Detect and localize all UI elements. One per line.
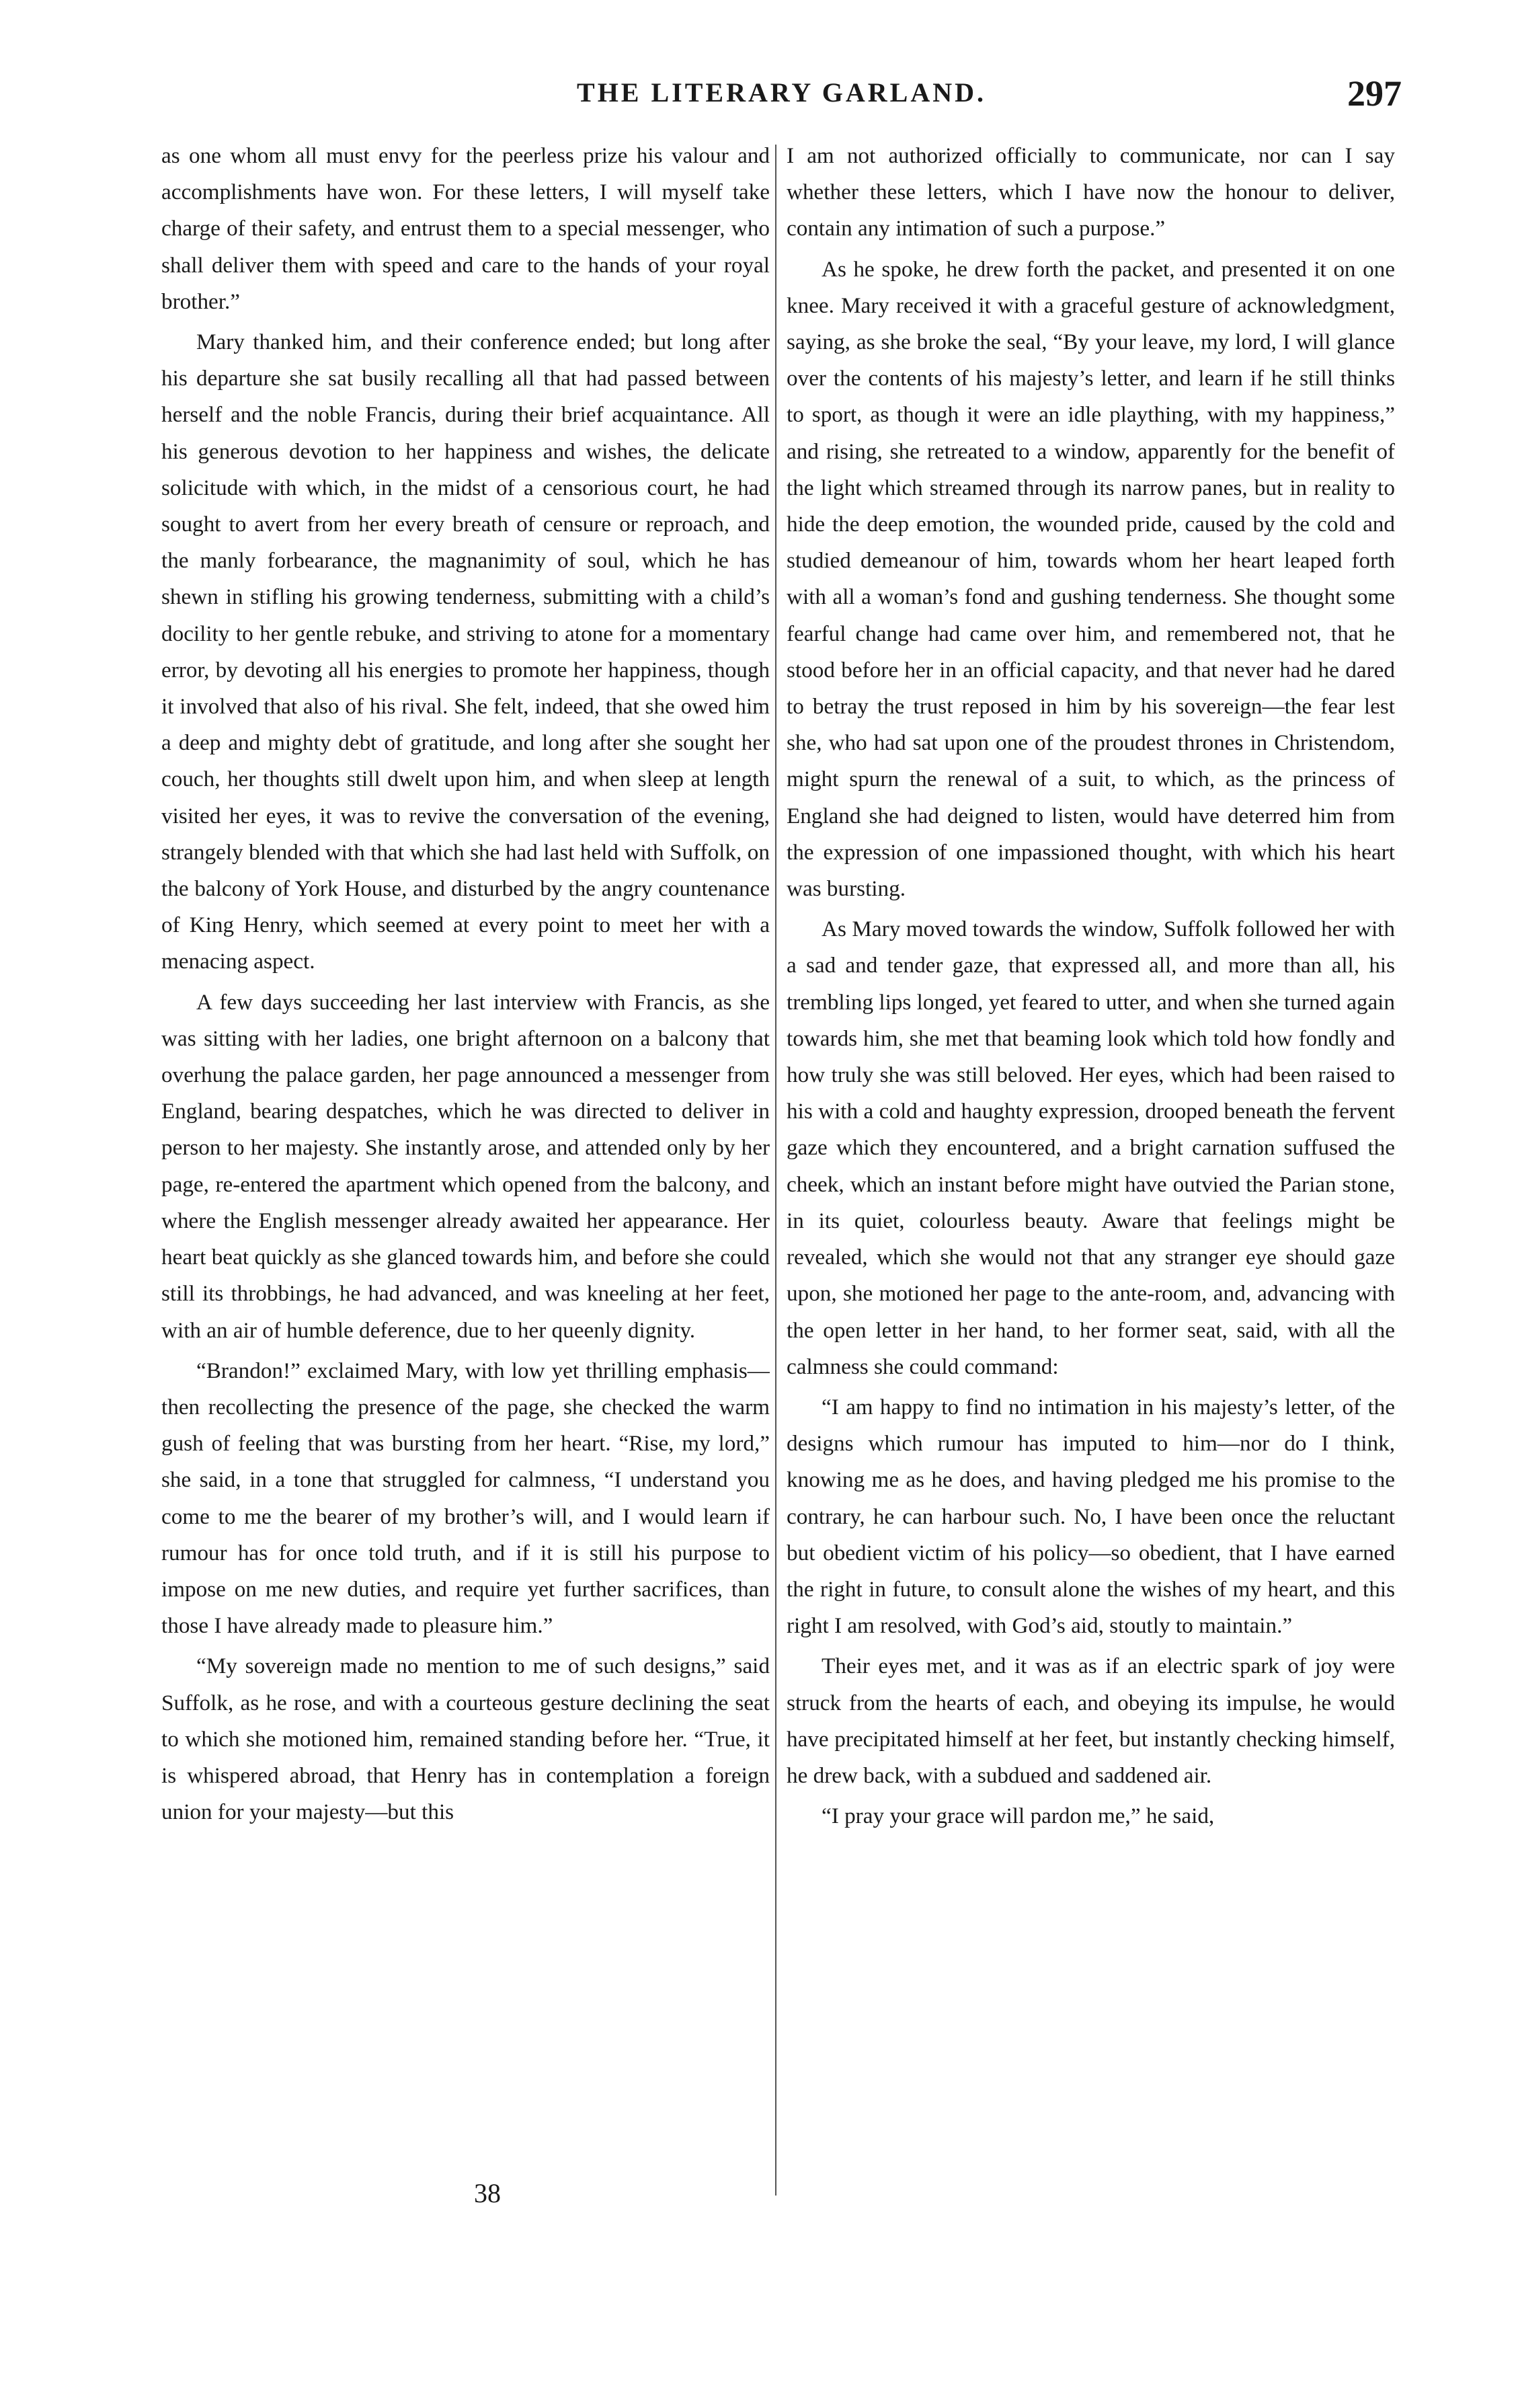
page-number: 297 [1347,73,1402,114]
paragraph: “My sovereign made no mention to me of such designs,” said Suffolk, as he rose, and with a courteous gesture declining the seat to which she motioned him, remained standing before her. “True, it is whispered abroad, that Henry has in contemplation a foreign union for your majesty—but this [161,1654,770,1825]
paragraph: Mary thanked him, and their conference ended; but long after his departure she sat busily recalling all that had passed between herself and the noble Francis, during their brief acquaintance. All his generous devotion to her happiness and wishes, the delicate solicitude with which, in the midst of a censorious court, he had sought to avert from her every breath of censure or reproach, and the manly forbearance, the magnanimity of soul, which he has shewn in stifling his growing tenderness, submitting with a child’s docility to her gentle rebuke, and striving to atone for a momentary error, by devoting all his energies to promote her happiness, though it involved that also of his rival. She felt, indeed, that she owed him a deep and mighty debt of gratitude, and long after she sought her couch, her thoughts still dwelt upon him, and when sleep at length visited her eyes, it was to revive the conversation of the evening, strangely blended with that which she had last held with Suffolk, on the balcony of York House, and disturbed by the angry countenance of King Henry, which seemed at every point to meet her with a menacing aspect. [161,329,770,974]
paragraph: As he spoke, he drew forth the packet, and presented it on one knee. Mary received it with a graceful gesture of acknowledgment, saying, as she broke the seal, “By your leave, my lord, I will glance over the contents of his majesty’s letter, and learn if he still thinks to sport, as though it were an idle plaything, with my happiness,” and rising, she retreated to a window, apparently for the benefit of the light which streamed through its narrow panes, but in reality to hide the deep emotion, the wounded pride, caused by the cold and studied demeanour of him, towards whom her heart leaped forth with all a woman’s fond and gushing tenderness. She thought some fearful change had came over him, and remembered not, that he stood before her in an official capacity, and that never had he dared to betray the trust reposed in him by his sovereign—the fear lest she, who had sat upon one of the proudest thrones in Christendom, might spurn the renewal of a suit, to which, as the princess of England she had deigned to listen, would have deterred him from the expression of one impassioned thought, with which his heart was bursting. [787,256,1395,902]
paragraph: “I am happy to find no intimation in his majesty’s letter, of the designs which rumour has imputed to him—nor do I think, knowing me as he does, and having pledged me his promise to the contrary, he can harbour such. No, I have been once the reluctant but obedient victim of his policy—so obedient, that I have earned the right in future, to consult alone the wishes of my heart, and this right I am resolved, with God’s aid, stoutly to maintain.” [787,1394,1395,1639]
running-title: THE LITERARY GARLAND. [577,77,986,108]
paragraph: “I pray your grace will pardon me,” he said, [822,1803,1215,1829]
paragraph: “Brandon!” exclaimed Mary, with low yet thrilling emphasis—then recollecting the presence of the page, she checked the warm gush of feeling that was bursting from her heart. “Rise, my lord,” she said, in a tone that struggled for calmness, “I understand you come to me the bearer of my brother’s will, and I would learn if rumour has for once told truth, and if it is still his purpose to impose on me new duties, and require yet further sacrifices, than those I have already made to pleasure him.” [161,1358,770,1639]
signature-mark: 38 [474,2178,501,2208]
paragraph: Their eyes met, and it was as if an electric spark of joy were struck from the hearts of each, and obeying its impulse, he would have precipitated himself at her feet, but instantly checking himself, he drew back, with a subdued and saddened air. [787,1654,1395,1788]
paragraph: As Mary moved towards the window, Suffolk followed her with a sad and tender gaze, that expressed all, and more than all, his trembling lips longed, yet feared to utter, and when she turned again towards him, she met that beaming look which told how fondly and how truly she was still beloved. Her eyes, which had been raised to his with a cold and haughty expression, drooped beneath the fervent gaze which they encountered, and a bright carnation suffused the cheek, which an instant before might have outvied the Parian stone, in its quiet, colourless beauty. Aware that feelings might be revealed, which she would not that any stranger eye should gaze upon, she motioned her page to the ante-room, and, advancing with the open letter in her hand, to her former seat, said, with all the calmness she could command: [787,917,1395,1379]
column-divider [775,145,776,2196]
paragraph: I am not authorized officially to communicate, nor can I say whether these letters, which I have now the honour to deliver, contain any intimation of such a purpose.” [787,143,1395,241]
paragraph: as one whom all must envy for the peerless prize his valour and accomplishments have won. For these letters, I will myself take charge of their safety, and entrust them to a special messenger, who shall deliver them with speed and care to the hands of your royal brother.” [161,143,770,314]
page-header [161,73,1402,126]
paragraph: A few days succeeding her last interview with Francis, as she was sitting with her ladies, one bright afternoon on a balcony that overhung the palace garden, her page announced a messenger from England, bearing despatches, which he was directed to deliver in person to her majesty. She instantly arose, and attended only by her page, re-entered the apartment which opened from the balcony, and where the English messenger already awaited her appearance. Her heart beat quickly as she glanced towards him, and before she could still its throbbings, he had advanced, and was kneeling at her feet, with an air of humble deference, due to her queenly dignity. [161,989,770,1343]
left-column [161,138,770,2209]
right-column [787,138,1395,2249]
